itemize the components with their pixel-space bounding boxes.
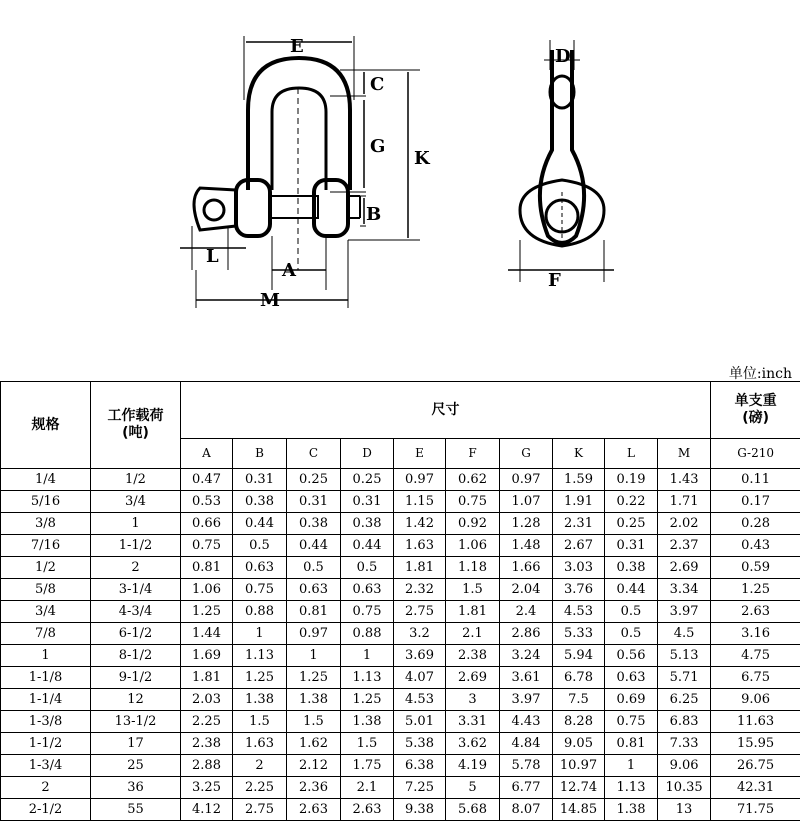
table-cell: 0.81 <box>181 557 233 579</box>
dim-label-l: L <box>206 246 219 267</box>
table-cell: 55 <box>91 799 181 821</box>
table-cell: 4.07 <box>394 667 446 689</box>
table-cell: 2.31 <box>553 513 605 535</box>
table-cell: 0.25 <box>605 513 658 535</box>
table-cell: 9.06 <box>658 755 711 777</box>
table-cell: 0.11 <box>711 469 800 491</box>
table-cell: 1.5 <box>341 733 394 755</box>
table-cell: 4.75 <box>711 645 800 667</box>
table-cell: 3.25 <box>181 777 233 799</box>
table-cell: 0.44 <box>341 535 394 557</box>
shackle-spec-table <box>0 381 800 821</box>
table-cell: 17 <box>91 733 181 755</box>
table-cell: 1.81 <box>181 667 233 689</box>
table-cell: 1.18 <box>446 557 500 579</box>
table-cell: 1-1/8 <box>1 667 91 689</box>
table-cell: 3/8 <box>1 513 91 535</box>
table-cell: 0.75 <box>181 535 233 557</box>
table-cell: 14.85 <box>553 799 605 821</box>
shackle-pin-head <box>194 188 236 230</box>
table-cell: 3.97 <box>500 689 553 711</box>
table-cell: 9.38 <box>394 799 446 821</box>
table-cell: 1.06 <box>181 579 233 601</box>
table-cell: 2.1 <box>341 777 394 799</box>
table-cell: 2-1/2 <box>1 799 91 821</box>
table-cell: 0.47 <box>181 469 233 491</box>
table-cell: 2.37 <box>658 535 711 557</box>
table-cell: 5.71 <box>658 667 711 689</box>
table-cell: 5/16 <box>1 491 91 513</box>
dim-label-c: C <box>370 74 384 95</box>
table-cell: 2.69 <box>446 667 500 689</box>
table-cell: 1/4 <box>1 469 91 491</box>
table-cell: 1.48 <box>500 535 553 557</box>
table-cell: 2.69 <box>658 557 711 579</box>
table-cell: 0.31 <box>341 491 394 513</box>
table-row <box>1 513 800 535</box>
header-spec: 规格 <box>1 382 91 469</box>
table-cell: 1.5 <box>287 711 341 733</box>
table-cell: 71.75 <box>711 799 800 821</box>
table-cell: 5.13 <box>658 645 711 667</box>
table-row <box>1 491 800 513</box>
table-cell: 2.02 <box>658 513 711 535</box>
table-cell: 1.81 <box>394 557 446 579</box>
table-cell: 36 <box>91 777 181 799</box>
table-cell: 1-3/4 <box>1 755 91 777</box>
table-cell: 3/4 <box>1 601 91 623</box>
table-cell: 0.88 <box>341 623 394 645</box>
table-cell: 0.63 <box>233 557 287 579</box>
table-cell: 1.63 <box>394 535 446 557</box>
table-cell: 8.07 <box>500 799 553 821</box>
table-cell: 2.67 <box>553 535 605 557</box>
dim-label-k: K <box>414 148 431 169</box>
table-cell: 4.12 <box>181 799 233 821</box>
table-cell: 0.97 <box>394 469 446 491</box>
table-cell: 2.38 <box>181 733 233 755</box>
table-cell: 5.94 <box>553 645 605 667</box>
table-cell: 7.33 <box>658 733 711 755</box>
table-cell: 0.62 <box>446 469 500 491</box>
table-cell: 0.81 <box>605 733 658 755</box>
table-cell: 2.1 <box>446 623 500 645</box>
table-cell: 1.42 <box>394 513 446 535</box>
table-cell: 0.28 <box>711 513 800 535</box>
table-cell: 2.75 <box>233 799 287 821</box>
table-cell: 1.5 <box>233 711 287 733</box>
table-cell: 0.38 <box>605 557 658 579</box>
table-cell: 2.86 <box>500 623 553 645</box>
table-cell: 1.91 <box>553 491 605 513</box>
table-cell: 1/2 <box>1 557 91 579</box>
table-row <box>1 645 800 667</box>
table-cell: 1.5 <box>446 579 500 601</box>
table-cell: 0.5 <box>233 535 287 557</box>
table-row <box>1 469 800 491</box>
table-cell: 25 <box>91 755 181 777</box>
table-cell: 0.88 <box>233 601 287 623</box>
table-cell: 2 <box>1 777 91 799</box>
table-cell: 3.34 <box>658 579 711 601</box>
table-cell: 1.28 <box>500 513 553 535</box>
table-cell: 1 <box>605 755 658 777</box>
table-cell: 3-1/4 <box>91 579 181 601</box>
table-cell: 6.77 <box>500 777 553 799</box>
shackle-body-inner <box>272 88 326 190</box>
table-cell: 1.25 <box>287 667 341 689</box>
table-cell: 42.31 <box>711 777 800 799</box>
table-cell: 5.01 <box>394 711 446 733</box>
table-cell: 1.13 <box>341 667 394 689</box>
table-cell: 0.31 <box>605 535 658 557</box>
table-cell: 0.92 <box>446 513 500 535</box>
table-cell: 0.22 <box>605 491 658 513</box>
table-cell: 1-1/2 <box>1 733 91 755</box>
table-cell: 0.44 <box>287 535 341 557</box>
table-cell: 2 <box>233 755 287 777</box>
table-cell: 4.84 <box>500 733 553 755</box>
table-row <box>1 667 800 689</box>
subheader-cell: L <box>605 439 658 469</box>
table-cell: 1.25 <box>341 689 394 711</box>
table-cell: 1.69 <box>181 645 233 667</box>
table-cell: 2.63 <box>341 799 394 821</box>
table-cell: 3.69 <box>394 645 446 667</box>
subheader-cell: E <box>394 439 446 469</box>
table-cell: 2.25 <box>233 777 287 799</box>
table-cell: 7/16 <box>1 535 91 557</box>
table-body <box>1 469 800 821</box>
table-row <box>1 777 800 799</box>
table-cell: 5 <box>446 777 500 799</box>
table-cell: 10.97 <box>553 755 605 777</box>
table-cell: 4.5 <box>658 623 711 645</box>
shackle-body-outline <box>248 58 350 190</box>
table-cell: 0.56 <box>605 645 658 667</box>
table-cell: 11.63 <box>711 711 800 733</box>
table-cell: 2.38 <box>446 645 500 667</box>
table-cell: 0.31 <box>233 469 287 491</box>
table-cell: 1-1/2 <box>91 535 181 557</box>
table-cell: 0.38 <box>233 491 287 513</box>
table-row <box>1 579 800 601</box>
table-cell: 0.53 <box>181 491 233 513</box>
table-cell: 1.38 <box>341 711 394 733</box>
subheader-cell: M <box>658 439 711 469</box>
table-cell: 3 <box>446 689 500 711</box>
table-cell: 2.36 <box>287 777 341 799</box>
table-cell: 3.76 <box>553 579 605 601</box>
table-cell: 6.75 <box>711 667 800 689</box>
table-cell: 8.28 <box>553 711 605 733</box>
table-cell: 9.05 <box>553 733 605 755</box>
table-cell: 0.75 <box>233 579 287 601</box>
dim-label-g: G <box>370 136 385 157</box>
table-cell: 1.15 <box>394 491 446 513</box>
table-cell: 6-1/2 <box>91 623 181 645</box>
table-cell: 6.38 <box>394 755 446 777</box>
table-cell: 1 <box>341 645 394 667</box>
dim-label-d: D <box>555 46 571 67</box>
table-cell: 0.5 <box>341 557 394 579</box>
table-cell: 1 <box>1 645 91 667</box>
table-cell: 0.97 <box>500 469 553 491</box>
table-cell: 5.68 <box>446 799 500 821</box>
table-row <box>1 733 800 755</box>
table-cell: 26.75 <box>711 755 800 777</box>
subheader-cell: B <box>233 439 287 469</box>
table-row <box>1 557 800 579</box>
table-cell: 1.13 <box>233 645 287 667</box>
table-cell: 2.63 <box>287 799 341 821</box>
table-cell: 3.31 <box>446 711 500 733</box>
table-cell: 4-3/4 <box>91 601 181 623</box>
table-cell: 0.75 <box>341 601 394 623</box>
table-cell: 1-1/4 <box>1 689 91 711</box>
table-cell: 6.25 <box>658 689 711 711</box>
table-cell: 4.53 <box>394 689 446 711</box>
table-cell: 15.95 <box>711 733 800 755</box>
table-cell: 0.5 <box>605 623 658 645</box>
table-cell: 2 <box>91 557 181 579</box>
table-cell: 1.25 <box>711 579 800 601</box>
table-cell: 1 <box>287 645 341 667</box>
table-cell: 13-1/2 <box>91 711 181 733</box>
table-cell: 0.66 <box>181 513 233 535</box>
table-cell: 1.25 <box>233 667 287 689</box>
subheader-cell: C <box>287 439 341 469</box>
table-cell: 3.97 <box>658 601 711 623</box>
table-cell: 5.38 <box>394 733 446 755</box>
table-cell: 1.71 <box>658 491 711 513</box>
table-cell: 0.38 <box>287 513 341 535</box>
subheader-cell: A <box>181 439 233 469</box>
table-cell: 1.38 <box>605 799 658 821</box>
header-weight: 单支重 (磅) <box>711 382 800 439</box>
dim-label-e: E <box>290 36 304 57</box>
header-load: 工作载荷 (吨) <box>91 382 181 469</box>
dim-label-m: M <box>260 290 280 311</box>
table-cell: 2.03 <box>181 689 233 711</box>
table-cell: 0.25 <box>287 469 341 491</box>
table-cell: 1/2 <box>91 469 181 491</box>
table-cell: 10.35 <box>658 777 711 799</box>
table-cell: 0.63 <box>287 579 341 601</box>
dim-label-b: B <box>366 204 381 225</box>
table-cell: 6.83 <box>658 711 711 733</box>
shackle-left-collar <box>236 180 270 236</box>
table-cell: 8-1/2 <box>91 645 181 667</box>
table-cell: 1.38 <box>233 689 287 711</box>
table-row <box>1 535 800 557</box>
table-cell: 3/4 <box>91 491 181 513</box>
table-cell: 2.12 <box>287 755 341 777</box>
subheader-cell: D <box>341 439 394 469</box>
table-cell: 2.25 <box>181 711 233 733</box>
dim-label-a: A <box>281 260 297 281</box>
table-cell: 1.43 <box>658 469 711 491</box>
table-cell: 1-3/8 <box>1 711 91 733</box>
table-row <box>1 601 800 623</box>
table-cell: 1.38 <box>287 689 341 711</box>
table-cell: 7.25 <box>394 777 446 799</box>
table-cell: 7.5 <box>553 689 605 711</box>
table-cell: 1.62 <box>287 733 341 755</box>
table-row <box>1 799 800 821</box>
table-cell: 2.63 <box>711 601 800 623</box>
header-dimensions: 尺寸 <box>181 382 711 439</box>
table-cell: 0.38 <box>341 513 394 535</box>
table-cell: 3.61 <box>500 667 553 689</box>
table-cell: 3.16 <box>711 623 800 645</box>
table-cell: 0.5 <box>287 557 341 579</box>
unit-label: 单位:inch <box>729 363 792 383</box>
table-cell: 12 <box>91 689 181 711</box>
table-cell: 0.69 <box>605 689 658 711</box>
table-cell: 3.62 <box>446 733 500 755</box>
table-cell: 0.17 <box>711 491 800 513</box>
table-cell: 5.33 <box>553 623 605 645</box>
table-row <box>1 755 800 777</box>
table-cell: 2.75 <box>394 601 446 623</box>
table-cell: 13 <box>658 799 711 821</box>
table-cell: 1.59 <box>553 469 605 491</box>
table-cell: 7/8 <box>1 623 91 645</box>
table-row <box>1 711 800 733</box>
table-cell: 2.32 <box>394 579 446 601</box>
table-cell: 0.97 <box>287 623 341 645</box>
subheader-cell: G-210 <box>711 439 800 469</box>
table-cell: 5.78 <box>500 755 553 777</box>
shackle-pin <box>270 196 318 218</box>
table-cell: 0.63 <box>605 667 658 689</box>
shackle-right-collar <box>314 180 348 236</box>
table-cell: 0.59 <box>711 557 800 579</box>
table-row <box>1 689 800 711</box>
subheader-cell: F <box>446 439 500 469</box>
table-row <box>1 623 800 645</box>
table-cell: 3.03 <box>553 557 605 579</box>
table-cell: 0.63 <box>341 579 394 601</box>
subheader-cell: G <box>500 439 553 469</box>
table-cell: 2.04 <box>500 579 553 601</box>
table-cell: 1 <box>233 623 287 645</box>
table-cell: 1.66 <box>500 557 553 579</box>
table-cell: 9.06 <box>711 689 800 711</box>
table-cell: 0.5 <box>605 601 658 623</box>
table-cell: 0.75 <box>605 711 658 733</box>
table-cell: 0.81 <box>287 601 341 623</box>
table-cell: 3.2 <box>394 623 446 645</box>
shackle-technical-drawing <box>0 0 800 365</box>
table-cell: 1.81 <box>446 601 500 623</box>
table-cell: 1.75 <box>341 755 394 777</box>
table-cell: 12.74 <box>553 777 605 799</box>
table-cell: 4.43 <box>500 711 553 733</box>
table-cell: 1.06 <box>446 535 500 557</box>
table-cell: 0.75 <box>446 491 500 513</box>
table-cell: 0.44 <box>233 513 287 535</box>
table-cell: 2.4 <box>500 601 553 623</box>
subheader-cell: K <box>553 439 605 469</box>
table-cell: 1.13 <box>605 777 658 799</box>
table-cell: 1.63 <box>233 733 287 755</box>
table-cell: 2.88 <box>181 755 233 777</box>
table-cell: 0.31 <box>287 491 341 513</box>
table-cell: 3.24 <box>500 645 553 667</box>
table-cell: 9-1/2 <box>91 667 181 689</box>
table-cell: 6.78 <box>553 667 605 689</box>
table-cell: 0.43 <box>711 535 800 557</box>
table-cell: 1.25 <box>181 601 233 623</box>
table-cell: 1 <box>91 513 181 535</box>
table-cell: 1.44 <box>181 623 233 645</box>
table-cell: 0.44 <box>605 579 658 601</box>
table-cell: 0.19 <box>605 469 658 491</box>
table-cell: 1.07 <box>500 491 553 513</box>
table-cell: 0.25 <box>341 469 394 491</box>
dim-label-f: F <box>548 270 561 291</box>
shackle-pin-eye <box>204 200 224 220</box>
table-cell: 4.19 <box>446 755 500 777</box>
table-cell: 4.53 <box>553 601 605 623</box>
table-cell: 5/8 <box>1 579 91 601</box>
